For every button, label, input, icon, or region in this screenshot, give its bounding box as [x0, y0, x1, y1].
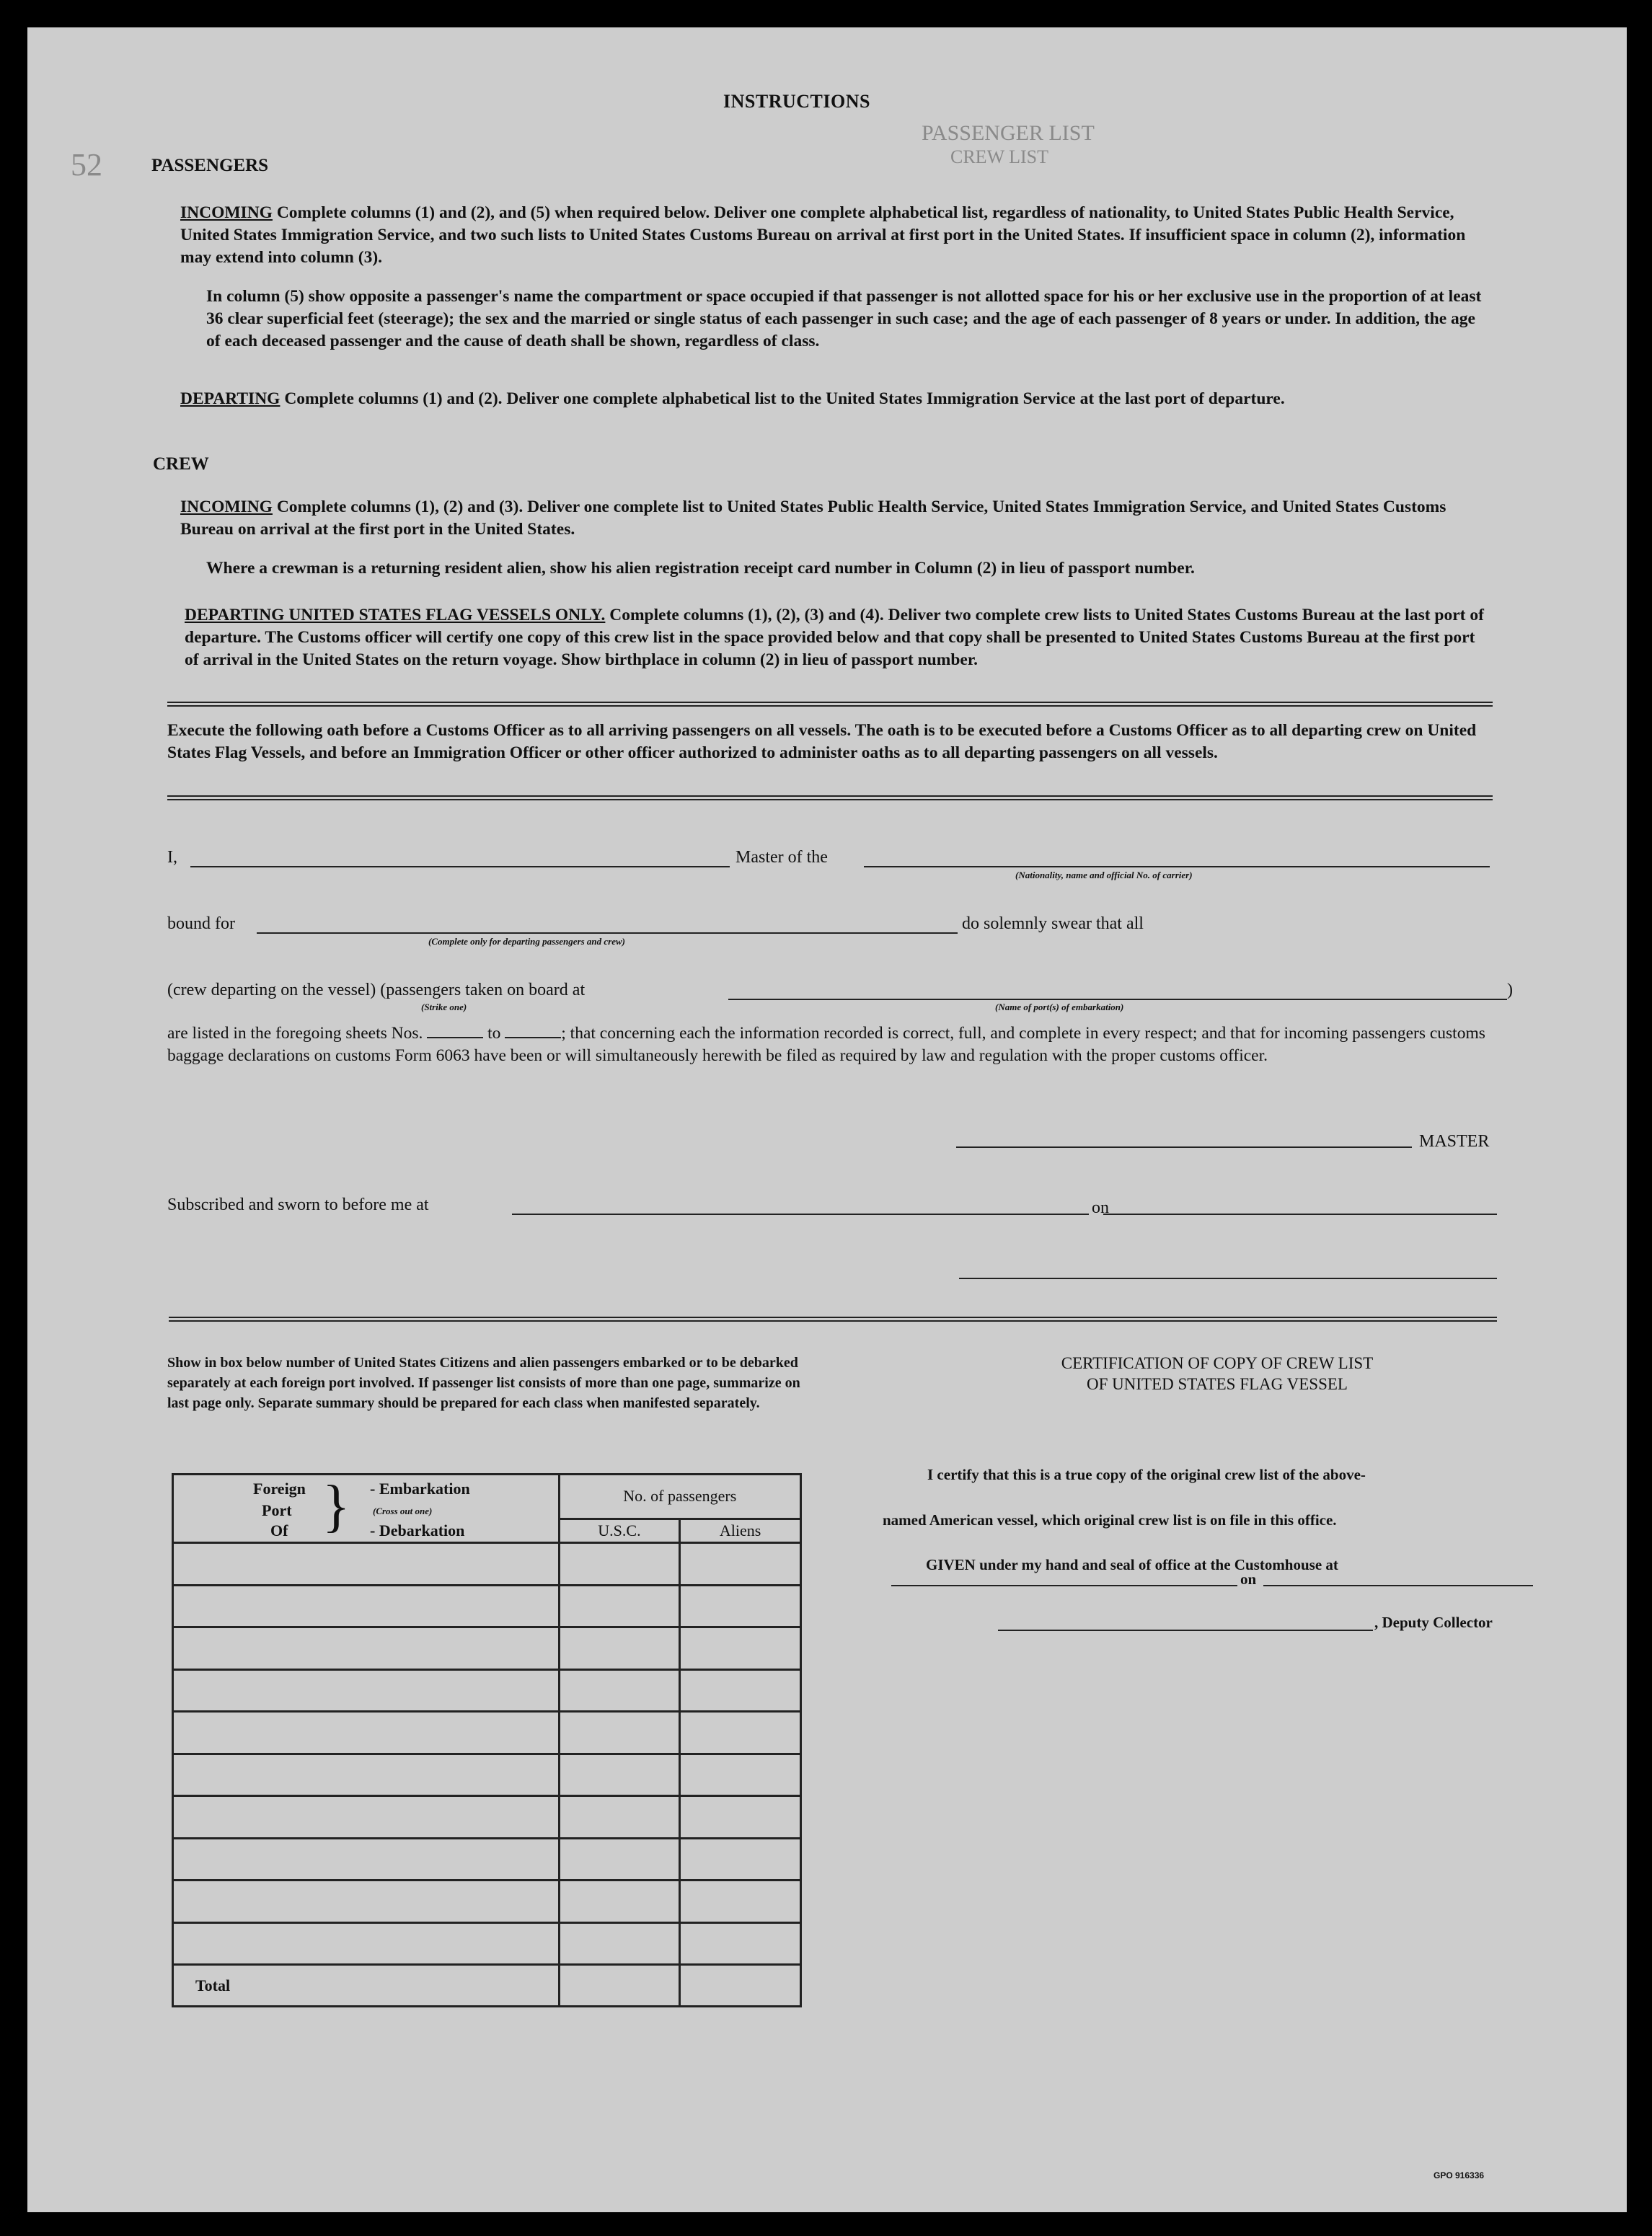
table-row [173, 1543, 801, 1586]
port-cell[interactable] [173, 1669, 560, 1712]
certification-heading-line1: CERTIFICATION OF COPY OF CREW LIST [1061, 1354, 1374, 1372]
master-signature-field[interactable] [956, 1146, 1412, 1148]
port-cell[interactable] [173, 1627, 560, 1670]
passenger-summary-table [172, 1473, 802, 2007]
page-title: INSTRUCTIONS [723, 91, 870, 112]
usc-cell[interactable] [559, 1543, 680, 1586]
debarkation-label[interactable]: - Debarkation [370, 1521, 465, 1539]
passengers-departing-text: Complete columns (1) and (2). Deliver one complete alphabetical list to the United States Immigration Service at the last port of departure. [284, 389, 1285, 408]
crew-resident-text: Where a crewman is a returning resident alien, show his alien registration receipt card number in Column (2) in lieu of passport number. [206, 559, 1195, 578]
usc-cell[interactable] [559, 1838, 680, 1881]
table-row [173, 1754, 801, 1796]
aliens-cell[interactable] [680, 1881, 801, 1923]
certification-on-label: on [1240, 1570, 1257, 1588]
oath-instructions: Execute the following oath before a Customs Officer as to all arriving passengers on all vessels. The oath is to be executed before a Customs Officer as to all departing crew on United States Flag Vessels, and before an Immigration Officer or other officer authorized to administer oaths as to all departing passengers on all vessels. [167, 721, 1477, 762]
usc-cell[interactable] [559, 1627, 680, 1670]
aliens-header: Aliens [680, 1519, 801, 1542]
passengers-incoming-block [180, 202, 1493, 269]
usc-cell[interactable] [559, 1922, 680, 1965]
crew-departing-text: Complete columns (1), (2), (3) and (4). Deliver two complete crew lists to United States Customs Bureau at the last port of departure. The Customs officer will certify one copy of this crew list in the space provided below and that copy shall be presented to United States Customs Bureau at the first port of arrival in the United States on the return voyage. Show birthplace in column (2) in lieu of passport number. [185, 606, 1484, 669]
master-label: MASTER [1419, 1132, 1490, 1151]
table-row [173, 1627, 801, 1670]
carrier-hint: (Nationality, name and official No. of carrier) [1015, 870, 1193, 880]
form-page [27, 27, 1627, 2212]
margin-number: 52 [71, 147, 102, 182]
summary-instructions: Show in box below number of United States Citizens and alien passengers embarked or to be debarked separately at each foreign port involved. If passenger list consists of more than one page, summarize on last page only. Separate summary should be prepared for each class when manifested separately. [167, 1355, 800, 1411]
listed-rest: ; that concerning each the information recorded is correct, full, and complete in every respect; and that for incoming passengers customs baggage declarations on customs Form 6063 have been or will simultaneously herewith be filed as required by law and regulation with the proper customs officer. [167, 1024, 1485, 1065]
oath-i-label: I, [167, 848, 177, 867]
listed-block [167, 1022, 1493, 1067]
ports-field[interactable] [728, 999, 1507, 1000]
aliens-cell[interactable] [680, 1712, 801, 1754]
usc-cell[interactable] [559, 1881, 680, 1923]
total-aliens-cell[interactable] [680, 1965, 801, 2007]
passengers-heading: PASSENGERS [151, 156, 269, 175]
close-paren: ) [1507, 981, 1513, 999]
subscribed-on-label: on [1092, 1198, 1109, 1217]
crew-incoming-block [180, 496, 1493, 541]
port-cell[interactable] [173, 1754, 560, 1796]
divider-double [169, 1317, 1497, 1322]
port-cell[interactable] [173, 1712, 560, 1754]
certification-date-field[interactable] [1263, 1585, 1533, 1586]
certification-heading [878, 1353, 1556, 1395]
passengers-incoming-label: INCOMING [180, 203, 273, 222]
embarkation-label[interactable]: - Embarkation [370, 1480, 470, 1498]
table-row [173, 1796, 801, 1839]
deputy-collector-label: , Deputy Collector [1374, 1614, 1493, 1631]
master-of-label: Master of the [736, 848, 828, 867]
table-row [173, 1585, 801, 1627]
passengers-departing-block [180, 388, 1493, 410]
table-row [173, 1712, 801, 1754]
port-cell[interactable] [173, 1543, 560, 1586]
total-usc-cell[interactable] [559, 1965, 680, 2007]
master-name-field[interactable] [190, 866, 730, 867]
port-header-cell [173, 1475, 560, 1543]
strike-label: (crew departing on the vessel) (passengers taken on board at [167, 981, 586, 999]
certification-line2: named American vessel, which original crew list is on file in this office. [883, 1511, 1337, 1529]
passengers-departing-label: DEPARTING [180, 389, 281, 408]
customhouse-field[interactable] [891, 1585, 1237, 1586]
subscribed-date-field[interactable] [1103, 1214, 1497, 1215]
ports-hint: (Name of port(s) of embarkation) [995, 1002, 1124, 1012]
usc-cell[interactable] [559, 1796, 680, 1839]
bound-for-hint: (Complete only for departing passengers and crew) [428, 936, 625, 947]
port-header-line2: Port [262, 1501, 292, 1519]
bound-for-field[interactable] [257, 932, 958, 934]
aliens-cell[interactable] [680, 1754, 801, 1796]
total-label: Total [173, 1965, 560, 2007]
port-header-line3: Of [270, 1521, 288, 1539]
ghost-passenger-list: PASSENGER LIST [922, 121, 1095, 145]
port-cell[interactable] [173, 1585, 560, 1627]
port-cell[interactable] [173, 1796, 560, 1839]
divider-double [167, 795, 1493, 800]
crew-incoming-label: INCOMING [180, 498, 273, 516]
sheet-from-field[interactable] [427, 1022, 483, 1038]
ghost-crew-list: CREW LIST [950, 146, 1049, 167]
certification-heading-line2: OF UNITED STATES FLAG VESSEL [1087, 1375, 1348, 1393]
table-row [173, 1838, 801, 1881]
listed-prefix: are listed in the foregoing sheets Nos. [167, 1024, 423, 1043]
aliens-cell[interactable] [680, 1627, 801, 1670]
usc-cell[interactable] [559, 1712, 680, 1754]
no-passengers-header: No. of passengers [559, 1475, 800, 1519]
aliens-cell[interactable] [680, 1669, 801, 1712]
usc-header: U.S.C. [559, 1519, 680, 1542]
sheet-to-field[interactable] [505, 1022, 561, 1038]
bound-for-label: bound for [167, 914, 235, 933]
passengers-column5-text: In column (5) show opposite a passenger's name the compartment or space occupied if that passenger is not allotted space for his or her exclusive use in the proportion of at least 36 clear superficial feet (steerage); the sex and the married or single status of each passenger in such case; and the age of each passenger of 8 years or under. In addition, the age of each deceased passenger and the cause of death shall be shown, regardless of class. [206, 287, 1482, 350]
table-row [173, 1922, 801, 1965]
subscribed-place-field[interactable] [512, 1214, 1089, 1215]
footer-code: GPO 916336 [1434, 2170, 1485, 2180]
officer-signature-field[interactable] [959, 1278, 1497, 1279]
carrier-field[interactable] [864, 866, 1490, 867]
crew-heading: CREW [153, 454, 209, 474]
aliens-cell[interactable] [680, 1585, 801, 1627]
crew-incoming-text: Complete columns (1), (2) and (3). Deliver one complete list to United States Public Health Service, United States Immigration Service, and United States Customs Bureau on arrival at the first port in the United States. [180, 498, 1446, 539]
cross-out-hint: (Cross out one) [373, 1506, 433, 1516]
port-header-line1: Foreign [253, 1480, 306, 1498]
port-cell[interactable] [173, 1881, 560, 1923]
usc-cell[interactable] [559, 1754, 680, 1796]
certification-line3: GIVEN under my hand and seal of office at the Customhouse at [926, 1556, 1338, 1573]
usc-cell[interactable] [559, 1669, 680, 1712]
crew-departing-block [185, 604, 1493, 671]
port-cell[interactable] [173, 1922, 560, 1965]
aliens-cell[interactable] [680, 1543, 801, 1586]
aliens-cell[interactable] [680, 1838, 801, 1881]
divider-double [167, 702, 1493, 707]
usc-cell[interactable] [559, 1585, 680, 1627]
table-row [173, 1881, 801, 1923]
strike-hint: (Strike one) [421, 1002, 467, 1012]
port-cell[interactable] [173, 1838, 560, 1881]
listed-to: to [487, 1024, 501, 1043]
subscribed-label: Subscribed and sworn to before me at [167, 1196, 429, 1214]
aliens-cell[interactable] [680, 1922, 801, 1965]
swear-label: do solemnly swear that all [962, 914, 1144, 933]
deputy-signature-field[interactable] [998, 1630, 1373, 1631]
passengers-incoming-text: Complete columns (1) and (2), and (5) when required below. Deliver one complete alphabetical list, regardless of nationality, to United States Public Health Service, United States Immigration Service, and two such lists to United States Customs Bureau on arrival at first port in the United States. If insufficient space in column (2), information may extend into column (3). [180, 203, 1466, 267]
table-row [173, 1669, 801, 1712]
aliens-cell[interactable] [680, 1796, 801, 1839]
crew-departing-label: DEPARTING UNITED STATES FLAG VESSELS ONLY. [185, 606, 606, 624]
certification-line1: I certify that this is a true copy of the original crew list of the above- [927, 1466, 1366, 1483]
brace-icon: } [322, 1475, 350, 1538]
